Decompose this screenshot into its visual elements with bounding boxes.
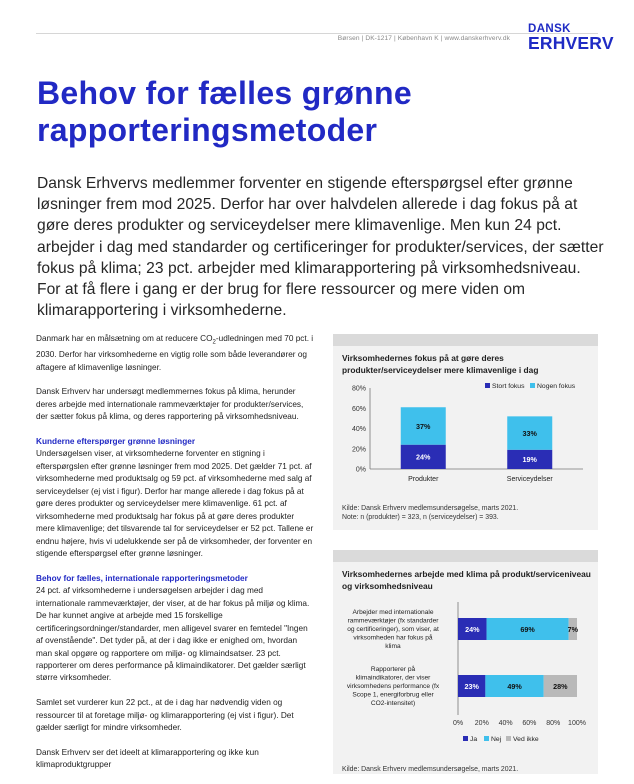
bar-data-label: 24% xyxy=(416,452,431,462)
paragraph-intro xyxy=(36,333,314,374)
legend-label: Ved ikke xyxy=(513,736,539,743)
x-category-label: Serviceydelser xyxy=(506,476,553,483)
chart-climate-work-box xyxy=(333,550,598,774)
legend-swatch xyxy=(506,736,511,741)
chart-header-strip xyxy=(333,550,598,562)
y-tick-label: 40% xyxy=(351,426,366,433)
legend-label: Ja xyxy=(470,736,478,743)
x-tick-label: 60% xyxy=(522,720,537,727)
chart-climate-work-plot xyxy=(333,602,598,762)
paragraph-cutoff: Dansk Erhverv ser det ideelt at klimarapportering og ikke kun klimaproduktgrupper xyxy=(36,747,259,770)
y-tick-label: 80% xyxy=(351,385,366,393)
logo-line-2: ERHVERV xyxy=(528,32,614,53)
legend-swatch xyxy=(463,736,468,741)
bar-data-label: 69% xyxy=(520,624,535,634)
bar-data-label: 23% xyxy=(464,681,479,691)
paragraph-intro-a: Danmark har en målsætning om at reducere CO xyxy=(36,334,213,343)
y-tick-label: 20% xyxy=(351,446,366,454)
chart-climate-work-title: Virksomhedernes arbejde med klima på produkt/serviceniveau og virksomhedsniveau xyxy=(342,569,591,591)
x-tick-label: 40% xyxy=(498,720,513,727)
x-tick-label: 100% xyxy=(568,720,586,727)
paragraph-demand: Undersøgelsen viser, at virksomhederne forventer en stigning i efterspørgslen efter grønne løsninger frem mod 2025. Det gælder 71 pct. af virksomhederne med produktsalg og 59 pct. af virksomhederne med salg af serviceydelser (ej vist i figur). Derfor har mange allerede i dag fokus på at gøre deres produkter og serviceydelser mere klimavenlige. 61 pct. af virksomhederne med produktsalg har fokus på at gøre deres produkter mere klimavenlige; det tilsvarende tal for serviceydelser er 52 pct. Tallene er endnu højere, hvis vi udelukkende ser på de virksomheder, der forventer en stigende efterspørgsel efter grønne løsninger. xyxy=(36,449,314,559)
legend-swatch xyxy=(485,383,490,388)
lead-paragraph: Dansk Erhvervs medlemmer forventer en stigende efterspørgsel efter grønne løsninger frem mod 2025. Derfor har over halvdelen allerede i dag fokus på at gøre deres produkter og serviceydelser mere klimavenlige. Men kun 24 pct. arbejder i dag med standarder og certificeringer for produkter/services, der sætter fokus på klima; 23 pct. arbejder med klimarapportering på virksomhedsniveau. For at få flere i gang er der brug for flere ressourcer og mere viden om klimarapportering i virksomhederne. xyxy=(37,175,604,320)
chart-focus-title: Virksomhedernes fokus på at gøre deres produkter/serviceydelser mere klimavenlige i dag xyxy=(342,353,539,375)
header-divider xyxy=(36,33,598,34)
chart-focus-box xyxy=(333,334,598,530)
paragraph-intro-b: -udledningen med 70 pct. i 2030. Derfor har virksomhederne en vigtig rolle som både leverandører og aftagere af klimavenlige løsninger. xyxy=(36,334,314,372)
legend-label: Nogen fokus xyxy=(537,383,576,390)
y-tick-label: 0% xyxy=(355,466,366,474)
paragraph-survey: Dansk Erhverv har undersøgt medlemmernes fokus på klima, herunder deres arbejde med internationale rammeværktøjer for produkter/services, der sætter fokus på klima, og deres rapportering på virksomhedsniveau. xyxy=(36,387,304,422)
chart-focus-source xyxy=(342,505,592,522)
x-tick-label: 0% xyxy=(452,720,464,727)
page-title: Behov for fælles grønne rapporteringsmetoder xyxy=(37,75,412,148)
header-contact-info: Børsen | DK-1217 | København K | www.danskerhverv.dk xyxy=(337,35,510,42)
paragraph-knowledge: Samlet set vurderer kun 22 pct., at de i dag har nødvendig viden og ressourcer til at foretage miljø- og klimarapportering (ej vist i figur). Det gælder særligt for mindre virksomheder. xyxy=(36,698,294,733)
x-tick-label: 20% xyxy=(474,720,489,727)
logo-line-1: DANSK xyxy=(528,23,571,35)
legend-swatch xyxy=(530,383,535,388)
bar-data-label: 49% xyxy=(507,681,522,691)
x-category-label: Produkter xyxy=(408,476,439,483)
bar-data-label: 33% xyxy=(522,428,537,438)
legend-swatch xyxy=(484,736,489,741)
legend-label: Nej xyxy=(491,736,502,743)
bar-data-label: 37% xyxy=(416,421,431,431)
bar-data-label: 28% xyxy=(553,681,568,691)
co2-subscript: 2 xyxy=(212,339,216,346)
subheading-reporting: Behov for fælles, internationale rapporteringsmetoder xyxy=(36,573,248,583)
body-text-column xyxy=(36,333,314,784)
bar-data-label: 24% xyxy=(465,624,480,634)
dansk-erhverv-logo xyxy=(528,23,614,53)
y-category-label: Rapporterer på klimaindikatorer, der viser virksomhedens performance (fx Scope 1, energiforbrug eller CO2-intensitet) xyxy=(346,665,440,708)
paragraph-reporting: 24 pct. af virksomhederne i undersøgelsen arbejder i dag med internationale rammeværktøjer, der viser, at de har fokus på miljø og klima. De har kunnet angive at arbejde med 15 forskellige certificeringsordninger/standarder, men alligevel svarer en femtedel "Ingen af ovenstående". Det tyder på, at der i dag ikke er enighed om, hvordan man skal opgøre og rapportere om miljø- og klimaindsatser. 23 pct. rapporterer om deres performance på klimaindikatorer. Det gælder særligt større virksomheder. xyxy=(36,586,310,683)
y-category-label: Arbejder med internationale rammeværktøjer (fx standarder og certificeringer), som viser, at virksomheden har fokus på klima xyxy=(347,608,439,651)
bar-data-label: 19% xyxy=(522,455,537,465)
subheading-demand: Kunderne efterspørger grønne løsninger xyxy=(36,436,196,446)
chart-focus-note-line: Note: n (produkter) = 323, n (serviceydelser) = 393. xyxy=(342,513,499,521)
chart-focus-plot xyxy=(333,380,598,520)
bar-data-label: 7% xyxy=(567,624,579,634)
chart-header-strip xyxy=(333,334,598,346)
legend-label: Stort fokus xyxy=(492,383,525,390)
y-tick-label: 60% xyxy=(351,405,366,413)
x-tick-label: 80% xyxy=(546,720,561,727)
chart-climate-work-source: Kilde: Dansk Erhverv medlemsundersøgelse, marts 2021. xyxy=(342,766,519,773)
chart-focus-source-line: Kilde: Dansk Erhverv medlemsundersøgelse, marts 2021. xyxy=(342,505,519,512)
